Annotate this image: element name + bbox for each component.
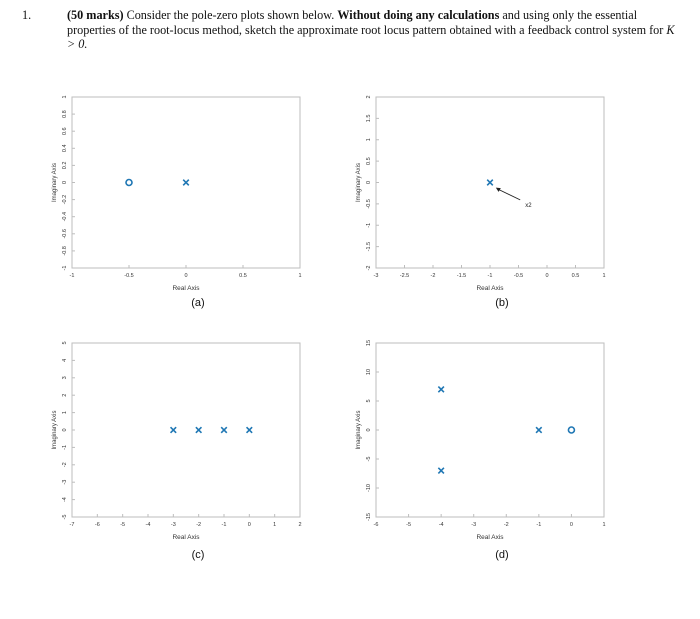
plot-caption: (c) bbox=[191, 549, 205, 561]
x-tick-label: -1 bbox=[536, 522, 542, 528]
plot-d bbox=[356, 340, 606, 541]
x-tick-label: 2 bbox=[298, 522, 302, 528]
y-tick-label: 1.5 bbox=[366, 114, 372, 123]
x-tick-label: 0 bbox=[184, 273, 188, 279]
x-tick-label: -4 bbox=[438, 522, 444, 528]
problem-marks: (50 marks) bbox=[67, 8, 124, 22]
x-tick-label: -0.5 bbox=[513, 273, 524, 279]
plot-caption: (a) bbox=[191, 297, 205, 309]
y-tick-label: 0.6 bbox=[62, 127, 68, 136]
y-axis-label: Imaginary Axis bbox=[356, 410, 362, 450]
y-tick-label: 1 bbox=[62, 95, 68, 99]
y-tick-label: 5 bbox=[62, 341, 68, 345]
y-tick-label: -5 bbox=[62, 514, 68, 520]
x-tick-label: -5 bbox=[406, 522, 412, 528]
x-tick-label: -1 bbox=[221, 522, 227, 528]
y-tick-label: 0 bbox=[62, 180, 68, 185]
x-tick-label: 1 bbox=[602, 273, 606, 279]
y-tick-label: -0.8 bbox=[62, 246, 68, 256]
x-tick-label: 1 bbox=[273, 522, 277, 528]
y-tick-label: 3 bbox=[62, 376, 68, 380]
x-tick-label: -4 bbox=[145, 522, 151, 528]
x-tick-label: -3 bbox=[373, 273, 379, 279]
plot-d-axes-box bbox=[376, 343, 604, 517]
plot-b bbox=[356, 95, 606, 292]
x-tick-label: 0 bbox=[247, 522, 251, 528]
x-tick-label: -6 bbox=[94, 522, 100, 528]
x-tick-label: 0 bbox=[545, 273, 549, 279]
y-tick-label: 0.4 bbox=[62, 144, 68, 153]
plot-caption: (b) bbox=[495, 297, 509, 309]
y-tick-label: -1 bbox=[62, 444, 68, 450]
plot-c-axes-box bbox=[72, 343, 300, 517]
y-tick-label: 2 bbox=[62, 393, 68, 397]
x-tick-label: -1 bbox=[487, 273, 493, 279]
y-tick-label: 0 bbox=[62, 428, 68, 432]
y-tick-label: -1 bbox=[366, 222, 372, 228]
x-tick-label: 0 bbox=[569, 522, 573, 528]
y-tick-label: -1 bbox=[62, 265, 68, 271]
x-tick-label: -2 bbox=[196, 522, 202, 528]
x-tick-label: -3 bbox=[471, 522, 477, 528]
x-axis-label: Real Axis bbox=[172, 534, 200, 541]
y-tick-label: 10 bbox=[366, 368, 372, 376]
x-tick-label: 1 bbox=[298, 273, 302, 279]
x-axis-label: Real Axis bbox=[476, 534, 504, 541]
plot-a bbox=[52, 95, 302, 292]
y-tick-label: 4 bbox=[62, 358, 68, 362]
y-tick-label: -4 bbox=[62, 497, 68, 503]
y-tick-label: 0 bbox=[366, 180, 372, 185]
x-tick-label: -2 bbox=[503, 522, 509, 528]
x-axis-label: Real Axis bbox=[476, 285, 504, 292]
problem-text-1: Consider the pole-zero plots shown below. bbox=[123, 8, 338, 22]
x-tick-label: -7 bbox=[69, 522, 75, 528]
x-tick-label: 1 bbox=[602, 522, 606, 528]
x-tick-label: 0.5 bbox=[239, 273, 247, 279]
y-tick-label: 0.8 bbox=[62, 110, 68, 118]
problem-condition: K > 0. bbox=[67, 22, 675, 51]
x-tick-label: -2 bbox=[430, 273, 436, 279]
y-tick-label: 15 bbox=[366, 339, 372, 347]
y-tick-label: 0.2 bbox=[62, 161, 68, 170]
y-tick-label: -0.2 bbox=[62, 194, 68, 205]
y-tick-label: 1 bbox=[62, 411, 68, 415]
y-tick-label: -1.5 bbox=[366, 241, 372, 252]
problem-text-2: and using only the essential properties of the root-locus method, sketch the approximate root locus pattern obtained with a feedback control system for bbox=[67, 8, 667, 37]
x-tick-label: -0.5 bbox=[124, 273, 134, 279]
y-tick-label: -0.4 bbox=[62, 211, 68, 222]
y-tick-label: -3 bbox=[62, 479, 68, 485]
y-tick-label: 1 bbox=[366, 138, 372, 142]
y-tick-label: -2 bbox=[366, 265, 372, 271]
y-axis-label: Imaginary Axis bbox=[52, 410, 58, 450]
y-tick-label: -15 bbox=[366, 513, 372, 521]
x-tick-label: -1 bbox=[69, 273, 75, 279]
x-tick-label: -2.5 bbox=[399, 273, 410, 279]
y-axis-label: Imaginary Axis bbox=[52, 162, 58, 203]
x-tick-label: -6 bbox=[373, 522, 379, 528]
y-tick-label: 2 bbox=[366, 95, 372, 99]
problem-emphasis: Without doing any calculations bbox=[337, 8, 500, 22]
y-tick-label: 0 bbox=[366, 428, 372, 432]
y-tick-label: -0.6 bbox=[62, 229, 68, 239]
y-tick-label: -10 bbox=[366, 484, 372, 492]
x-tick-label: -3 bbox=[170, 522, 176, 528]
annotation-label: x2 bbox=[525, 202, 532, 209]
y-tick-label: -5 bbox=[366, 456, 372, 462]
x-tick-label: -5 bbox=[120, 522, 126, 528]
x-tick-label: -1.5 bbox=[456, 273, 467, 279]
y-tick-label: 0.5 bbox=[366, 157, 372, 165]
y-tick-label: -2 bbox=[62, 462, 68, 468]
x-axis-label: Real Axis bbox=[172, 285, 200, 292]
y-tick-label: -0.5 bbox=[366, 199, 372, 209]
problem-number: 1. bbox=[22, 8, 32, 22]
y-axis-label: Imaginary Axis bbox=[356, 162, 362, 203]
y-tick-label: 5 bbox=[366, 399, 372, 403]
plot-caption: (d) bbox=[495, 549, 509, 561]
plot-c bbox=[52, 341, 302, 541]
x-tick-label: 0.5 bbox=[571, 273, 580, 279]
